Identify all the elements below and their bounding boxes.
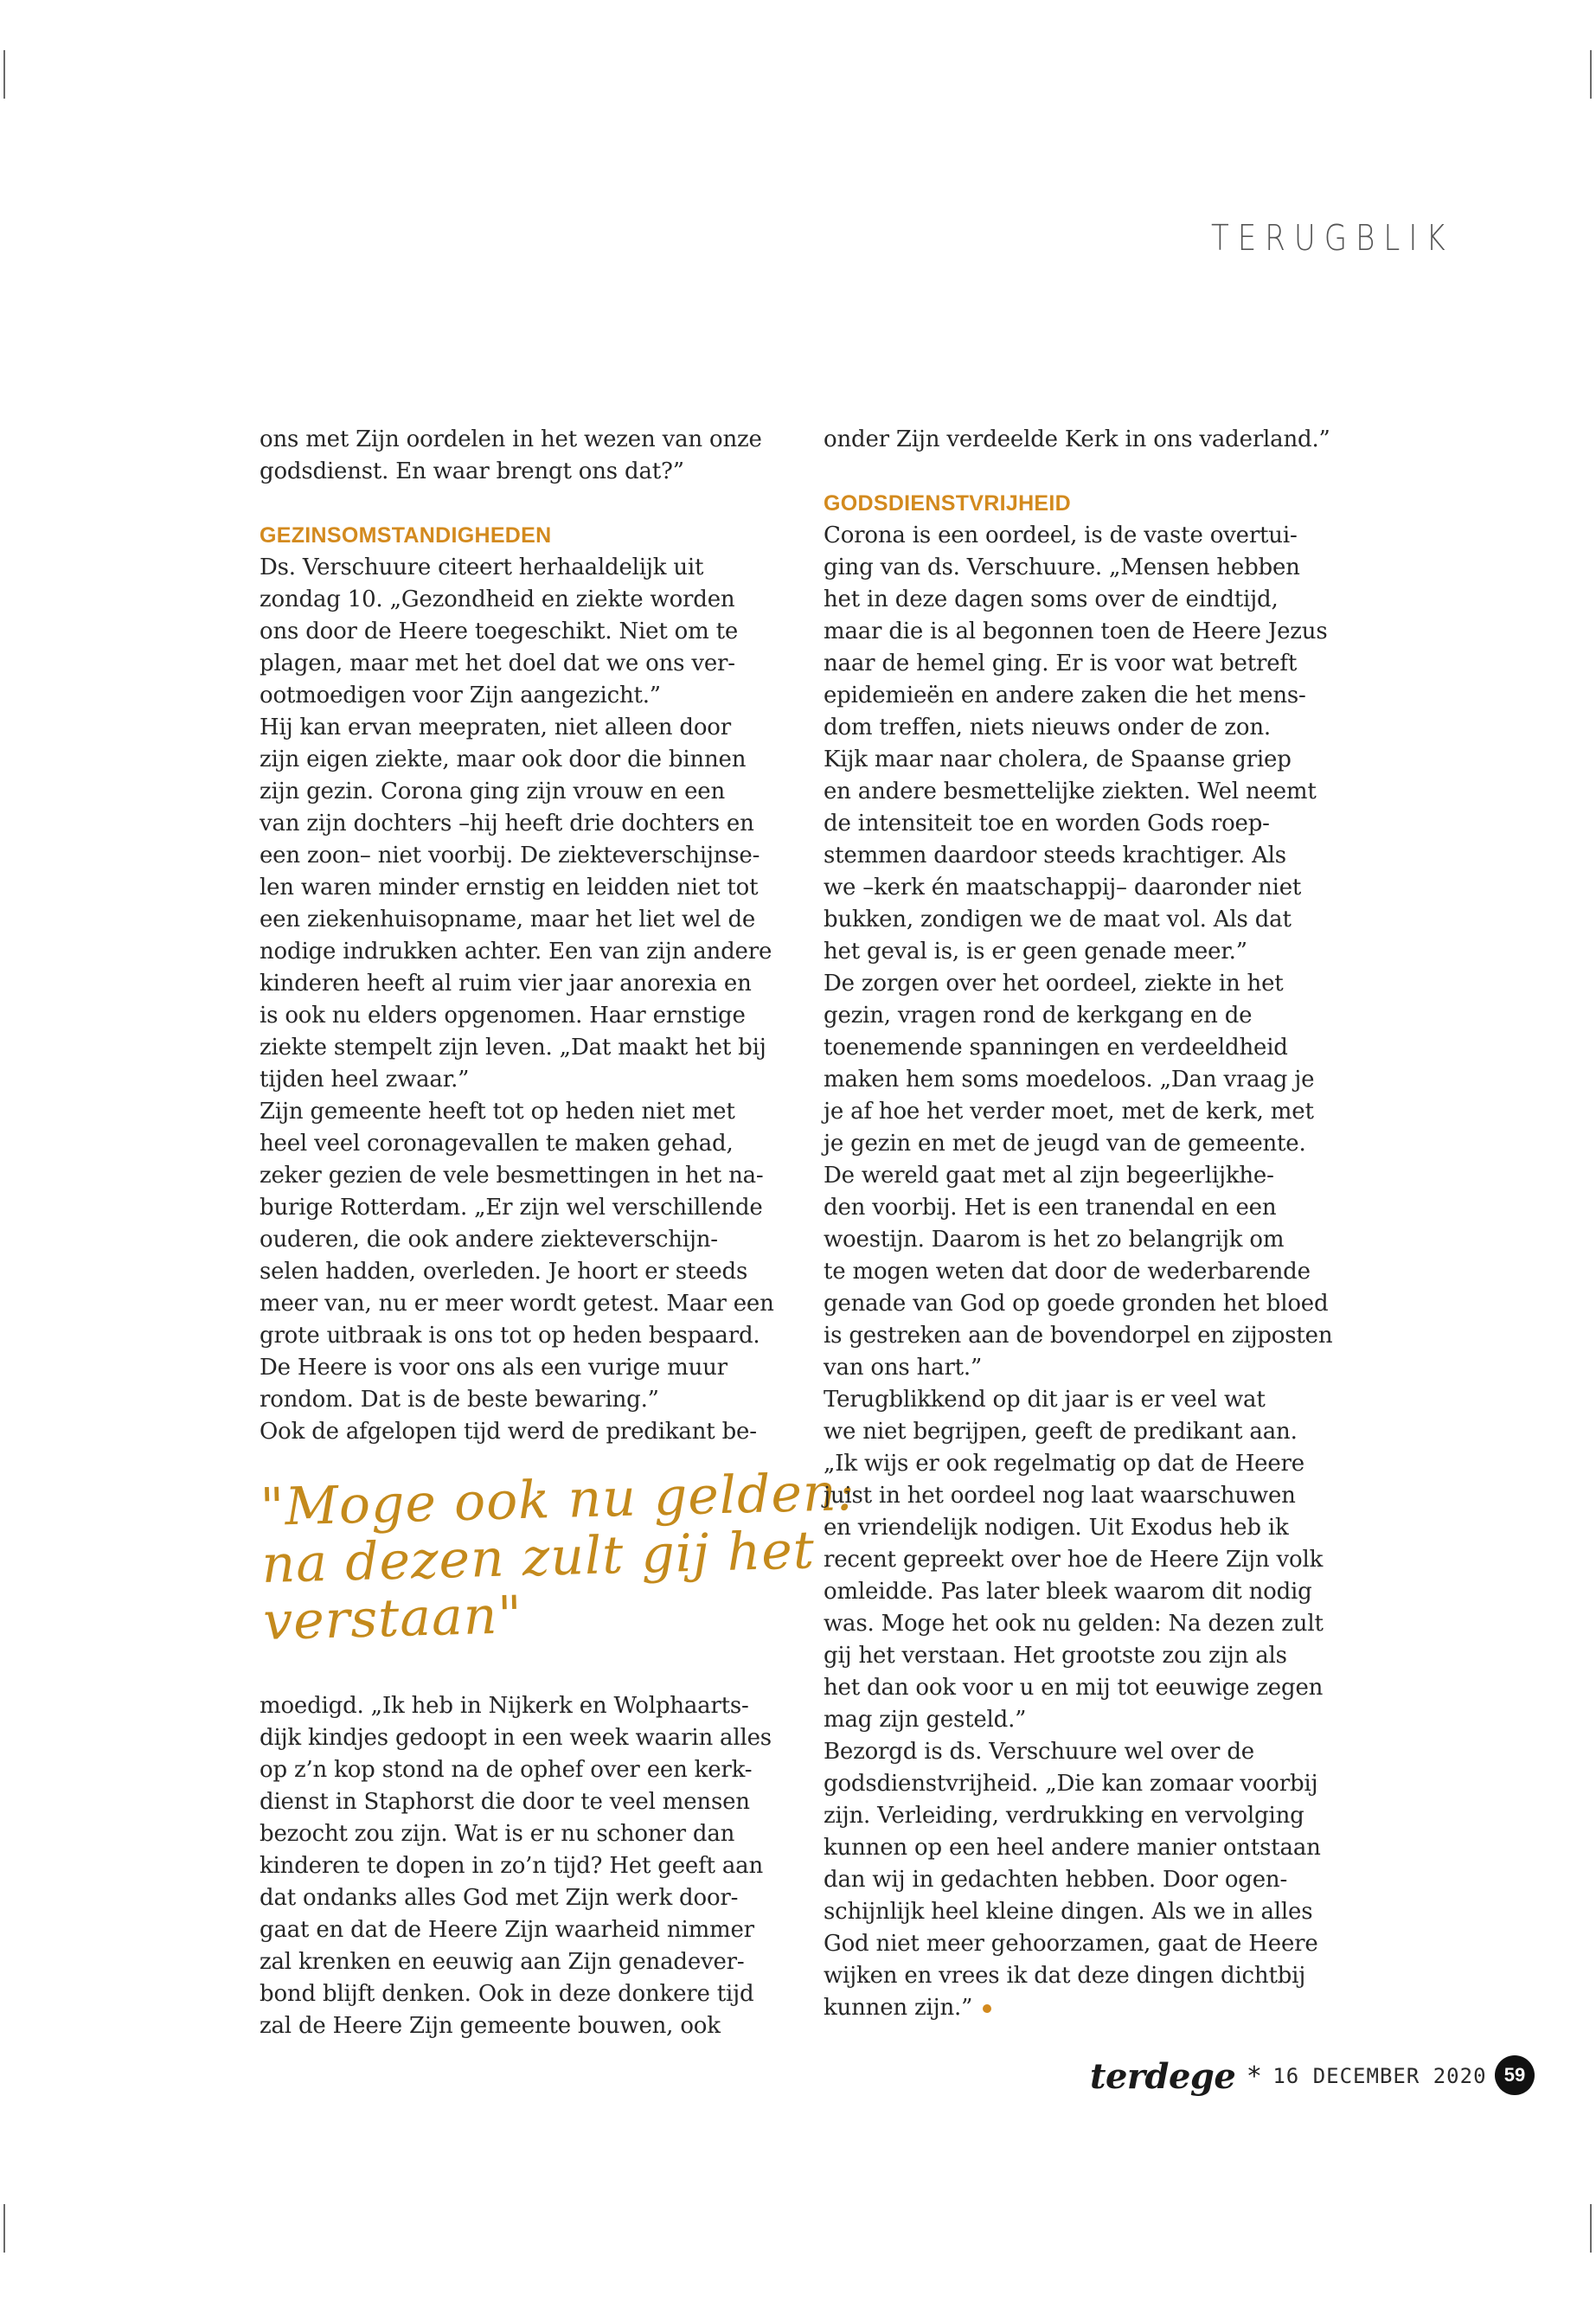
text-line: plagen, maar met het doel dat we ons ver- [260, 651, 735, 676]
text-line: was. Moge het ook nu gelden: Na dezen zult [824, 1611, 1324, 1637]
article-column-right [824, 424, 1360, 2024]
text-line: van zijn dochters –hij heeft drie dochters en [260, 811, 754, 836]
text-line: schijnlijk heel kleine dingen. Als we in alles [824, 1899, 1313, 1925]
text-line: woestijn. Daarom is het zo belangrijk om [824, 1227, 1285, 1253]
text-line: en andere besmettelijke ziekten. Wel neemt [824, 779, 1317, 804]
text-line: kinderen heeft al ruim vier jaar anorexia en [260, 971, 752, 997]
section-label: TERUGBLIK [1211, 218, 1454, 260]
text-line: God niet meer gehoorzamen, gaat de Heere [824, 1931, 1318, 1957]
text-line: stemmen daardoor steeds krachtiger. Als [824, 843, 1286, 868]
pull-quote-line: verstaan" [262, 1585, 523, 1652]
text-line: omleidde. Pas later bleek waarom dit nodig [824, 1579, 1312, 1605]
text-line: gezin, vragen rond de kerkgang en de [824, 1003, 1253, 1029]
text-line: De zorgen over het oordeel, ziekte in het [824, 971, 1284, 997]
article-column-left [259, 424, 856, 2042]
text-line: je gezin en met de jeugd van de gemeente. [824, 1131, 1306, 1157]
text-line: selen hadden, overleden. Je hoort er steeds [260, 1259, 748, 1285]
text-line: bond blijft denken. Ook in deze donkere tijd [260, 1981, 754, 2007]
text-line: het in deze dagen soms over de eindtijd, [824, 586, 1279, 612]
end-mark-icon [983, 2004, 991, 2013]
magazine-brand: terdege [1090, 2055, 1236, 2097]
pull-quote-line: "Moge ook nu gelden: [259, 1461, 856, 1538]
text-line: dom treffen, niets nieuws onder de zon. [824, 715, 1271, 740]
text-line: zijn. Verleiding, verdrukking en vervolging [824, 1803, 1304, 1829]
text-line: zondag 10. „Gezondheid en ziekte worden [260, 586, 735, 612]
text-line: Corona is een oordeel, is de vaste overtui- [824, 522, 1298, 548]
text-line: Bezorgd is ds. Verschuure wel over de [824, 1739, 1254, 1765]
text-line: bukken, zondigen we de maat vol. Als dat [824, 907, 1292, 933]
text-line: het dan ook voor u en mij tot eeuwige zegen [824, 1675, 1324, 1701]
crop-mark-bottom-left [3, 2204, 5, 2253]
text-line: burige Rotterdam. „Er zijn wel verschillende [260, 1195, 763, 1221]
text-line: we niet begrijpen, geeft de predikant aan. [824, 1419, 1298, 1445]
text-line: genade van God op goede gronden het bloed [824, 1291, 1329, 1317]
text-line: kunnen op een heel andere manier ontstaan [824, 1835, 1321, 1861]
text-line: ging van ds. Verschuure. „Mensen hebben [824, 554, 1300, 580]
text-line: maar die is al begonnen toen de Heere Jezus [824, 619, 1328, 644]
text-line: bezocht zou zijn. Wat is er nu schoner dan [260, 1821, 735, 1847]
text-line: meer van, nu er meer wordt getest. Maar een [260, 1291, 774, 1317]
text-line: gaat en dat de Heere Zijn waarheid nimmer [260, 1917, 754, 1943]
text-line: dat ondanks alles God met Zijn werk door- [260, 1885, 739, 1911]
text-line: een ziekenhuisopname, maar het liet wel de [260, 907, 756, 933]
text-line: ouderen, die ook andere ziekteverschijn- [260, 1227, 718, 1253]
text-line: gij het verstaan. Het grootste zou zijn als [824, 1643, 1287, 1669]
last-text-line [824, 1992, 1360, 2024]
left-body [260, 552, 792, 1448]
text-line: Ds. Verschuure citeert herhaaldelijk uit [260, 554, 704, 580]
text-line: De Heere is voor ons als een vurige muur [260, 1355, 727, 1381]
text-line: te mogen weten dat door de wederbarende [824, 1259, 1311, 1285]
text-line: wijken en vrees ik dat deze dingen dichtbij [824, 1963, 1306, 1989]
text-line: het geval is, is er geen genade meer.” [824, 939, 1247, 965]
text-line: dijk kindjes gedoopt in een week waarin alles [260, 1725, 772, 1751]
text-line: Kijk maar naar cholera, de Spaanse griep [824, 747, 1292, 772]
text-line: moedigd. „Ik heb in Nijkerk en Wolphaarts- [260, 1693, 749, 1719]
left-continued [260, 1690, 792, 2042]
text-line: is gestreken aan de bovendorpel en zijposten [824, 1323, 1333, 1349]
text-line: ons door de Heere toegeschikt. Niet om te [260, 619, 739, 644]
text-line: van ons hart.” [824, 1355, 983, 1381]
text-line: godsdienst. En waar brengt ons dat?” [260, 458, 684, 484]
text-line: godsdienstvrijheid. „Die kan zomaar voorbij [824, 1771, 1318, 1797]
text-line: Hij kan ervan meepraten, niet alleen door [260, 715, 731, 740]
separator-star-icon: * [1247, 2061, 1261, 2092]
text-line: kinderen te dopen in zo’n tijd? Het geeft aan [260, 1853, 764, 1879]
text-line: epidemieën en andere zaken die het mens- [824, 683, 1306, 708]
text-line: dienst in Staphorst die door te veel mensen [260, 1789, 750, 1815]
pull-quote [259, 1461, 856, 1652]
left-intro [260, 424, 792, 488]
text-line: zal krenken en eeuwig aan Zijn genadever- [260, 1949, 745, 1975]
subheading-godsdienstvrijheid: GODSDIENSTVRIJHEID [824, 491, 1072, 516]
pull-quote-line: na dezen zult gij het [260, 1520, 816, 1595]
text-line: zeker gezien de vele besmettingen in het na- [260, 1163, 764, 1189]
text-line: mag zijn gesteld.” [824, 1707, 1027, 1733]
text-line: Zijn gemeente heeft tot op heden niet met [260, 1099, 735, 1125]
text-line: ootmoedigen voor Zijn aangezicht.” [260, 683, 661, 708]
text-line: is ook nu elders opgenomen. Haar ernstige [260, 1003, 746, 1029]
text-line: onder Zijn verdeelde Kerk in ons vaderland.” [824, 426, 1330, 452]
issue-date: 16 DECEMBER 2020 [1272, 2064, 1487, 2088]
text-line: recent gepreekt over hoe de Heere Zijn volk [824, 1547, 1324, 1573]
text-line: den voorbij. Het is een tranendal en een [824, 1195, 1277, 1221]
text-line: op z’n kop stond na de ophef over een kerk- [260, 1757, 753, 1783]
text-line: tijden heel zwaar.” [260, 1067, 470, 1093]
text-line: Ook de afgelopen tijd werd de predikant be- [260, 1419, 757, 1445]
crop-mark-bottom-right [1590, 2204, 1592, 2253]
subheading-gezinsomstandigheden: GEZINSOMSTANDIGHEDEN [260, 523, 552, 548]
text-line: je af hoe het verder moet, met de kerk, met [824, 1099, 1314, 1125]
text-line: grote uitbraak is ons tot op heden bespaard. [260, 1323, 760, 1349]
text-line: een zoon– niet voorbij. De ziekteverschijnse- [260, 843, 760, 868]
text-line: dan wij in gedachten hebben. Door ogen- [824, 1867, 1288, 1893]
text-line: „Ik wijs er ook regelmatig op dat de Heere [824, 1451, 1304, 1477]
text-line: De wereld gaat met al zijn begeerlijkhe- [824, 1163, 1274, 1189]
text-line: maken hem soms moedeloos. „Dan vraag je [824, 1067, 1315, 1093]
text-line: zijn gezin. Corona ging zijn vrouw en een [260, 779, 725, 804]
text-line: Terugblikkend op dit jaar is er veel wat [824, 1387, 1266, 1413]
text-line: ons met Zijn oordelen in het wezen van onze [260, 426, 762, 452]
page-number-badge: 59 [1495, 2055, 1535, 2095]
text-line: rondom. Dat is de beste bewaring.” [260, 1387, 659, 1413]
text-line: we –kerk én maatschappij– daaronder niet [824, 875, 1302, 901]
text-line: zijn eigen ziekte, maar ook door die binnen [260, 747, 747, 772]
text-line: ziekte stempelt zijn leven. „Dat maakt het bij [260, 1035, 766, 1061]
text-line-content: kunnen zijn.” [824, 1995, 973, 2021]
crop-mark-top-left [3, 50, 5, 99]
text-line: de intensiteit toe en worden Gods roep- [824, 811, 1270, 836]
text-line: nodige indrukken achter. Een van zijn andere [260, 939, 772, 965]
page-footer [1090, 2050, 1548, 2102]
text-line: len waren minder ernstig en leidden niet tot [260, 875, 759, 901]
text-line: naar de hemel ging. Er is voor wat betreft [824, 651, 1298, 676]
text-line: toenemende spanningen en verdeeldheid [824, 1035, 1288, 1061]
text-line: juist in het oordeel nog laat waarschuwen [824, 1483, 1296, 1509]
right-body [824, 520, 1360, 2024]
text-line: en vriendelijk nodigen. Uit Exodus heb ik [824, 1515, 1289, 1541]
right-intro [824, 424, 1360, 456]
text-line: zal de Heere Zijn gemeente bouwen, ook [260, 2013, 721, 2039]
crop-mark-top-right [1590, 50, 1592, 99]
text-line: heel veel coronagevallen te maken gehad, [260, 1131, 734, 1157]
